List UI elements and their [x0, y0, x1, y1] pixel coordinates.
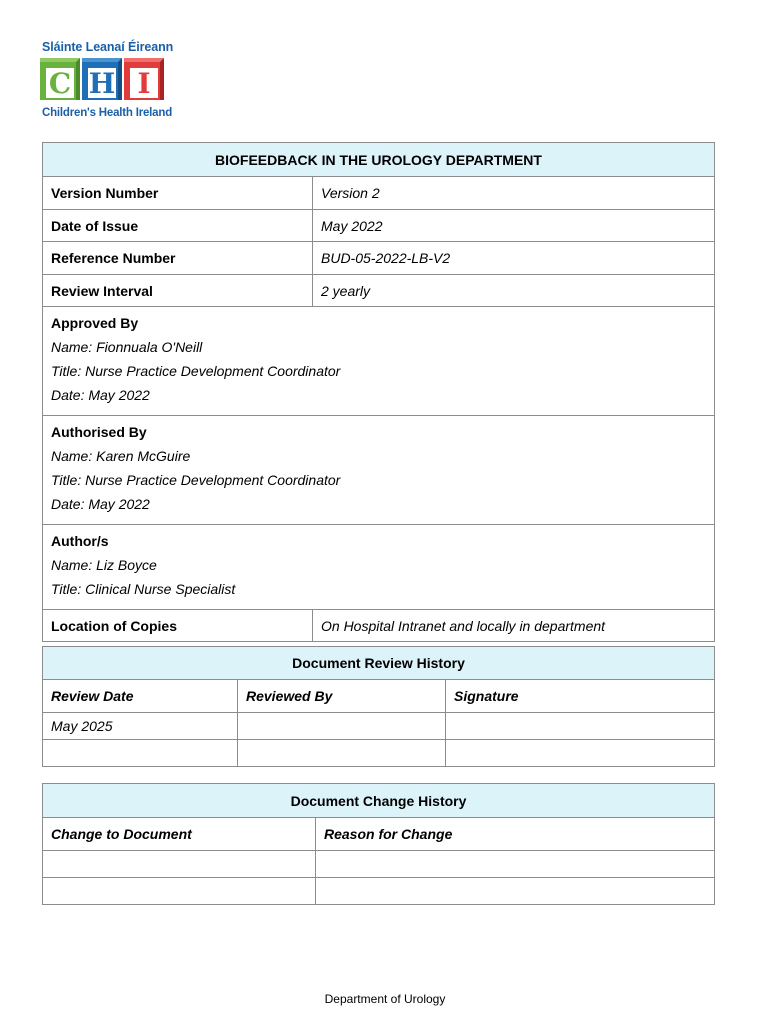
column-header-review-date: Review Date [43, 680, 238, 713]
authorised-by-name: Name: Karen McGuire [51, 448, 191, 464]
table-row [43, 275, 715, 307]
approved-by-heading: Approved By [51, 315, 139, 331]
authorised-by-date: Date: May 2022 [51, 496, 150, 512]
logo-block-c: C [40, 58, 80, 100]
logo-block-i: I [124, 58, 164, 100]
approved-by-section [43, 307, 715, 416]
review-interval-label: Review Interval [43, 275, 313, 307]
author-heading: Author/s [51, 533, 109, 549]
reason-for-change-cell [316, 851, 715, 878]
authorised-by-section [43, 416, 715, 525]
reason-for-change-cell [316, 878, 715, 905]
version-number-label: Version Number [43, 177, 313, 210]
document-title: BIOFEEDBACK IN THE UROLOGY DEPARTMENT [43, 143, 715, 177]
column-header-signature: Signature [446, 680, 715, 713]
document-control-table [42, 142, 715, 642]
table-row [43, 242, 715, 275]
author-title: Title: Clinical Nurse Specialist [51, 581, 236, 597]
logo-block-h: H [82, 58, 122, 100]
review-interval-value: 2 yearly [313, 275, 715, 307]
table-row [43, 851, 715, 878]
change-history-title: Document Change History [43, 784, 715, 818]
signature-cell [446, 740, 715, 767]
table-row [43, 878, 715, 905]
signature-cell [446, 713, 715, 740]
reference-number-value: BUD-05-2022-LB-V2 [313, 242, 715, 275]
author-name: Name: Liz Boyce [51, 557, 157, 573]
table-row [43, 740, 715, 767]
location-of-copies-label: Location of Copies [43, 610, 313, 642]
review-history-table [42, 646, 715, 767]
logo-irish-name: Sláinte Leanaí Éireann [42, 40, 174, 54]
review-date-cell: May 2025 [43, 713, 238, 740]
chi-logo [40, 40, 180, 124]
logo-english-name: Children's Health Ireland [42, 107, 173, 119]
approved-by-date: Date: May 2022 [51, 387, 150, 403]
date-of-issue-value: May 2022 [313, 210, 715, 242]
review-history-title: Document Review History [43, 647, 715, 680]
table-header-row [43, 680, 715, 713]
authorised-by-title: Title: Nurse Practice Development Coordinator [51, 472, 341, 488]
reviewed-by-cell [238, 740, 446, 767]
approved-by-title: Title: Nurse Practice Development Coordinator [51, 363, 341, 379]
reference-number-label: Reference Number [43, 242, 313, 275]
column-header-reason-for-change: Reason for Change [316, 818, 715, 851]
change-to-document-cell [43, 851, 316, 878]
table-row [43, 610, 715, 642]
table-row [43, 713, 715, 740]
change-to-document-cell [43, 878, 316, 905]
author-section [43, 525, 715, 610]
version-number-value: Version 2 [313, 177, 715, 210]
reviewed-by-cell [238, 713, 446, 740]
date-of-issue-label: Date of Issue [43, 210, 313, 242]
review-date-cell [43, 740, 238, 767]
location-of-copies-value: On Hospital Intranet and locally in department [313, 610, 715, 642]
authorised-by-heading: Authorised By [51, 424, 147, 440]
page-footer: Department of Urology [324, 992, 446, 1006]
column-header-change-to-document: Change to Document [43, 818, 316, 851]
approved-by-name: Name: Fionnuala O'Neill [51, 339, 203, 355]
table-row [43, 177, 715, 210]
table-row [43, 210, 715, 242]
change-history-table [42, 783, 715, 905]
table-header-row [43, 818, 715, 851]
column-header-reviewed-by: Reviewed By [238, 680, 446, 713]
